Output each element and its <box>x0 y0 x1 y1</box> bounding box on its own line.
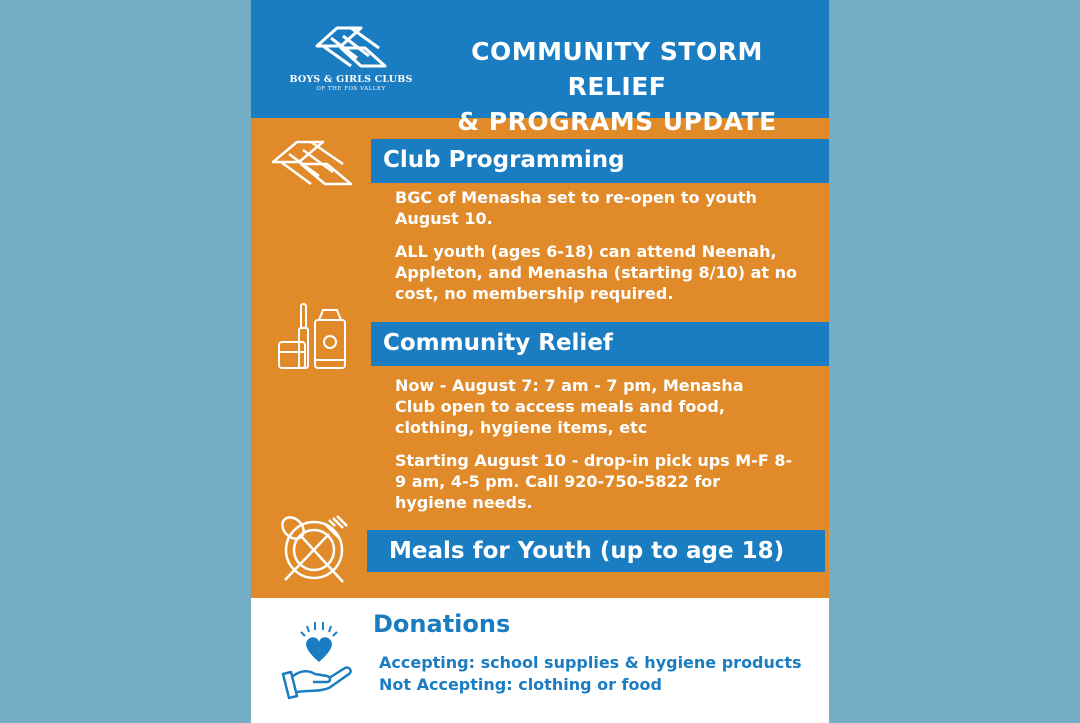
donations-details <box>379 652 802 696</box>
title-line-1: COMMUNITY STORM RELIEF <box>471 37 763 101</box>
flyer <box>251 0 829 723</box>
toiletries-icon <box>277 302 349 370</box>
section-heading-relief <box>371 322 829 366</box>
section-heading-meals <box>367 530 825 572</box>
donations-not-accepting: Not Accepting: clothing or food <box>379 675 662 694</box>
relief-paragraph-2: Starting August 10 - drop-in pick ups M-F 8-9 am, 4-5 pm. Call 920-750-5822 for hygiene needs. <box>395 451 793 512</box>
page-title <box>427 34 807 139</box>
section-heading-club <box>371 139 829 183</box>
club-logo <box>281 24 421 104</box>
title-line-2: & PROGRAMS UPDATE <box>457 107 777 136</box>
donations-accepting: Accepting: school supplies & hygiene products <box>379 653 802 672</box>
relief-text <box>395 375 823 513</box>
meals-heading-text: Meals for Youth (up to age 18) <box>389 538 785 564</box>
plate-utensils-icon <box>277 514 351 586</box>
donations-panel <box>251 598 829 723</box>
club-text <box>395 187 823 304</box>
hands-logo-icon <box>269 138 355 188</box>
header-banner <box>251 0 829 136</box>
hands-logo-icon <box>313 24 389 70</box>
club-heading-text: Club Programming <box>383 147 625 173</box>
relief-heading-text: Community Relief <box>383 330 613 356</box>
heart-hand-icon <box>279 618 355 700</box>
org-name: BOYS & GIRLS CLUBS <box>289 74 413 85</box>
relief-paragraph-1: Now - August 7: 7 am - 7 pm, Menasha Club open to access meals and food, clothing, hygiene items, etc <box>395 376 744 437</box>
donations-heading: Donations <box>373 610 511 638</box>
org-subtitle: OF THE FOX VALLEY <box>316 86 386 92</box>
club-paragraph-1: BGC of Menasha set to re-open to youth August 10. <box>395 188 757 228</box>
club-paragraph-2: ALL youth (ages 6-18) can attend Neenah, Appleton, and Menasha (starting 8/10) at no cost, no membership required. <box>395 242 797 303</box>
